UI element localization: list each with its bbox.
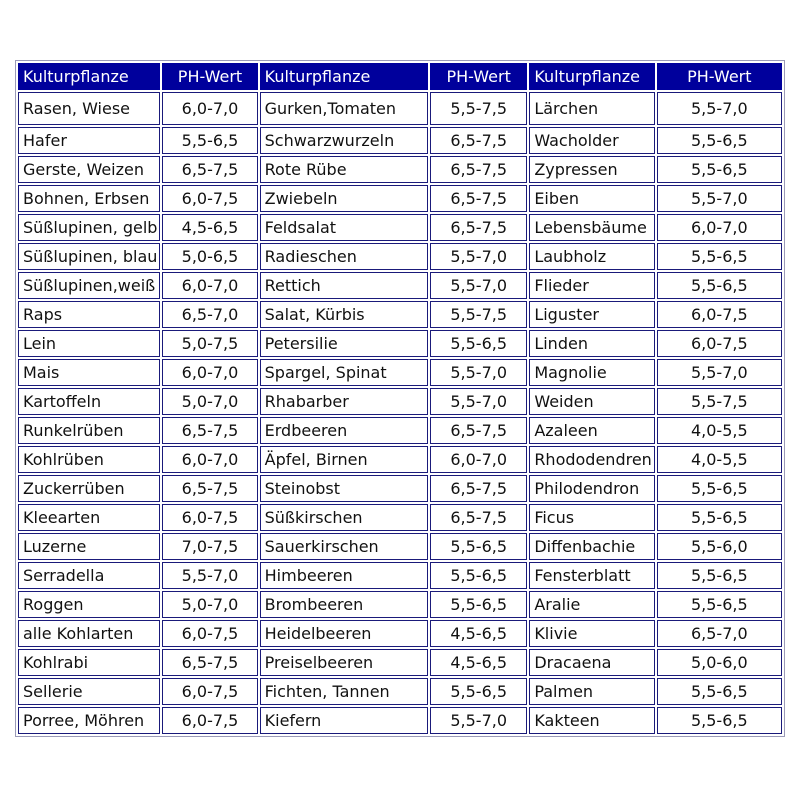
plant-name-cell: Brombeeren: [260, 591, 428, 618]
plant-name-cell: Radieschen: [260, 243, 428, 270]
plant-name-cell: Raps: [18, 301, 160, 328]
ph-value-cell: 6,5-7,5: [430, 417, 527, 444]
plant-name-cell: Ficus: [529, 504, 654, 531]
ph-value-cell: 5,0-6,0: [657, 649, 782, 676]
table-row: [18, 243, 782, 270]
ph-value-cell: 6,5-7,5: [430, 185, 527, 212]
plant-name-cell: Roggen: [18, 591, 160, 618]
plant-name-cell: Fensterblatt: [529, 562, 654, 589]
plant-name-cell: Rhabarber: [260, 388, 428, 415]
table-header: [18, 63, 782, 90]
ph-value-cell: 7,0-7,5: [162, 533, 257, 560]
ph-value-cell: 4,0-5,5: [657, 417, 782, 444]
plant-name-cell: Gurken,Tomaten: [260, 92, 428, 125]
plant-name-cell: Süßkirschen: [260, 504, 428, 531]
ph-value-cell: 5,5-7,0: [430, 359, 527, 386]
ph-value-cell: 5,5-6,5: [430, 678, 527, 705]
ph-value-cell: 6,0-7,5: [162, 678, 257, 705]
ph-value-cell: 5,5-7,5: [430, 92, 527, 125]
plant-name-cell: Rhododendren: [529, 446, 654, 473]
plant-name-cell: Linden: [529, 330, 654, 357]
plant-name-cell: Süßlupinen,weiß: [18, 272, 160, 299]
ph-value-cell: 5,5-7,5: [657, 388, 782, 415]
table-row: [18, 359, 782, 386]
ph-value-cell: 5,5-6,5: [657, 707, 782, 734]
plant-name-cell: Süßlupinen, blau: [18, 243, 160, 270]
plant-name-cell: Zuckerrüben: [18, 475, 160, 502]
plant-name-cell: Aralie: [529, 591, 654, 618]
plant-name-cell: Lärchen: [529, 92, 654, 125]
ph-value-cell: 6,0-7,0: [430, 446, 527, 473]
ph-value-cell: 5,5-6,5: [657, 678, 782, 705]
plant-name-cell: Gerste, Weizen: [18, 156, 160, 183]
column-header-plant: Kulturpflanze: [18, 63, 160, 90]
plant-name-cell: Kohlrüben: [18, 446, 160, 473]
ph-value-cell: 5,0-7,0: [162, 591, 257, 618]
plant-name-cell: Weiden: [529, 388, 654, 415]
ph-value-cell: 6,5-7,5: [430, 475, 527, 502]
ph-value-cell: 5,5-7,0: [657, 92, 782, 125]
ph-value-cell: 5,5-6,5: [657, 504, 782, 531]
plant-name-cell: Fichten, Tannen: [260, 678, 428, 705]
plant-name-cell: Rote Rübe: [260, 156, 428, 183]
ph-value-cell: 5,5-7,0: [430, 243, 527, 270]
plant-name-cell: Zwiebeln: [260, 185, 428, 212]
plant-name-cell: Rasen, Wiese: [18, 92, 160, 125]
ph-value-cell: 5,5-6,5: [430, 562, 527, 589]
ph-value-cell: 6,0-7,5: [657, 330, 782, 357]
ph-value-cell: 6,5-7,0: [657, 620, 782, 647]
plant-name-cell: Sellerie: [18, 678, 160, 705]
plant-name-cell: Petersilie: [260, 330, 428, 357]
column-header-plant: Kulturpflanze: [529, 63, 654, 90]
ph-value-cell: 5,5-7,0: [430, 388, 527, 415]
table-row: [18, 707, 782, 734]
plant-name-cell: Salat, Kürbis: [260, 301, 428, 328]
plant-name-cell: Philodendron: [529, 475, 654, 502]
plant-name-cell: Lein: [18, 330, 160, 357]
plant-name-cell: Heidelbeeren: [260, 620, 428, 647]
ph-value-cell: 4,0-5,5: [657, 446, 782, 473]
column-header-ph: PH-Wert: [162, 63, 257, 90]
ph-value-cell: 6,0-7,0: [657, 214, 782, 241]
table-row: [18, 475, 782, 502]
table-row: [18, 562, 782, 589]
ph-value-cell: 4,5-6,5: [430, 649, 527, 676]
ph-value-cell: 6,5-7,5: [162, 417, 257, 444]
ph-value-cell: 5,5-7,0: [430, 707, 527, 734]
ph-value-cell: 5,5-7,5: [430, 301, 527, 328]
ph-value-cell: 5,5-6,5: [162, 127, 257, 154]
plant-name-cell: Kartoffeln: [18, 388, 160, 415]
ph-value-cell: 6,5-7,5: [430, 156, 527, 183]
plant-name-cell: Erdbeeren: [260, 417, 428, 444]
column-header-ph: PH-Wert: [657, 63, 782, 90]
ph-value-cell: 6,0-7,0: [162, 359, 257, 386]
column-header-plant: Kulturpflanze: [260, 63, 428, 90]
table-row: [18, 127, 782, 154]
plant-name-cell: Porree, Möhren: [18, 707, 160, 734]
plant-name-cell: Äpfel, Birnen: [260, 446, 428, 473]
table-row: [18, 620, 782, 647]
table-row: [18, 504, 782, 531]
plant-name-cell: Kohlrabi: [18, 649, 160, 676]
plant-name-cell: Schwarzwurzeln: [260, 127, 428, 154]
ph-value-cell: 6,5-7,5: [430, 504, 527, 531]
table-row: [18, 214, 782, 241]
ph-value-cell: 5,5-6,5: [657, 127, 782, 154]
plant-name-cell: Diffenbachie: [529, 533, 654, 560]
plant-name-cell: Klivie: [529, 620, 654, 647]
table-row: [18, 272, 782, 299]
ph-value-cell: 6,5-7,5: [430, 127, 527, 154]
table-row: [18, 649, 782, 676]
plant-name-cell: Mais: [18, 359, 160, 386]
ph-value-cell: 5,0-6,5: [162, 243, 257, 270]
plant-name-cell: Azaleen: [529, 417, 654, 444]
header-row: [18, 63, 782, 90]
table-row: [18, 446, 782, 473]
ph-value-cell: 6,5-7,5: [430, 214, 527, 241]
table-body: [18, 92, 782, 734]
plant-name-cell: Wacholder: [529, 127, 654, 154]
ph-value-table: [15, 60, 785, 737]
plant-name-cell: Hafer: [18, 127, 160, 154]
ph-value-cell: 5,5-6,5: [430, 330, 527, 357]
ph-value-cell: 6,0-7,0: [162, 272, 257, 299]
ph-value-cell: 4,5-6,5: [162, 214, 257, 241]
plant-name-cell: Kleearten: [18, 504, 160, 531]
ph-value-cell: 6,0-7,0: [162, 92, 257, 125]
ph-value-cell: 5,0-7,5: [162, 330, 257, 357]
ph-value-cell: 5,5-6,5: [657, 156, 782, 183]
plant-name-cell: Preiselbeeren: [260, 649, 428, 676]
table-row: [18, 533, 782, 560]
plant-name-cell: Eiben: [529, 185, 654, 212]
table-row: [18, 591, 782, 618]
ph-value-cell: 5,5-6,5: [657, 475, 782, 502]
ph-value-cell: 6,5-7,5: [162, 156, 257, 183]
table-row: [18, 388, 782, 415]
plant-name-cell: Lebensbäume: [529, 214, 654, 241]
ph-value-cell: 6,0-7,0: [162, 446, 257, 473]
ph-value-cell: 5,5-7,0: [162, 562, 257, 589]
ph-value-cell: 5,5-6,5: [657, 562, 782, 589]
ph-value-cell: 5,5-6,5: [430, 533, 527, 560]
ph-value-cell: 6,0-7,5: [162, 504, 257, 531]
ph-value-cell: 5,5-7,0: [657, 359, 782, 386]
ph-value-cell: 6,0-7,5: [657, 301, 782, 328]
plant-name-cell: Rettich: [260, 272, 428, 299]
table-row: [18, 92, 782, 125]
table-row: [18, 417, 782, 444]
plant-name-cell: Spargel, Spinat: [260, 359, 428, 386]
ph-value-cell: 5,5-7,0: [657, 185, 782, 212]
plant-name-cell: Flieder: [529, 272, 654, 299]
ph-value-cell: 5,5-6,5: [657, 243, 782, 270]
ph-value-cell: 6,0-7,5: [162, 185, 257, 212]
table-row: [18, 678, 782, 705]
plant-name-cell: Sauerkirschen: [260, 533, 428, 560]
ph-value-cell: 6,0-7,5: [162, 707, 257, 734]
table-row: [18, 156, 782, 183]
plant-name-cell: Magnolie: [529, 359, 654, 386]
column-header-ph: PH-Wert: [430, 63, 527, 90]
plant-name-cell: Kiefern: [260, 707, 428, 734]
table-row: [18, 301, 782, 328]
plant-name-cell: Luzerne: [18, 533, 160, 560]
ph-value-cell: 5,5-6,5: [657, 591, 782, 618]
plant-name-cell: Steinobst: [260, 475, 428, 502]
ph-value-cell: 6,5-7,5: [162, 475, 257, 502]
plant-name-cell: Kakteen: [529, 707, 654, 734]
ph-value-cell: 5,5-6,5: [657, 272, 782, 299]
ph-value-cell: 5,5-7,0: [430, 272, 527, 299]
ph-value-cell: 4,5-6,5: [430, 620, 527, 647]
ph-value-cell: 5,0-7,0: [162, 388, 257, 415]
plant-name-cell: Zypressen: [529, 156, 654, 183]
ph-value-cell: 5,5-6,5: [430, 591, 527, 618]
ph-value-cell: 5,5-6,0: [657, 533, 782, 560]
plant-name-cell: Feldsalat: [260, 214, 428, 241]
plant-name-cell: Runkelrüben: [18, 417, 160, 444]
ph-value-cell: 6,5-7,5: [162, 649, 257, 676]
ph-value-cell: 6,5-7,0: [162, 301, 257, 328]
plant-name-cell: Palmen: [529, 678, 654, 705]
plant-name-cell: Himbeeren: [260, 562, 428, 589]
plant-name-cell: alle Kohlarten: [18, 620, 160, 647]
plant-name-cell: Laubholz: [529, 243, 654, 270]
ph-value-cell: 6,0-7,5: [162, 620, 257, 647]
plant-name-cell: Dracaena: [529, 649, 654, 676]
plant-name-cell: Liguster: [529, 301, 654, 328]
plant-name-cell: Bohnen, Erbsen: [18, 185, 160, 212]
plant-name-cell: Serradella: [18, 562, 160, 589]
table-row: [18, 330, 782, 357]
plant-name-cell: Süßlupinen, gelb: [18, 214, 160, 241]
table-row: [18, 185, 782, 212]
